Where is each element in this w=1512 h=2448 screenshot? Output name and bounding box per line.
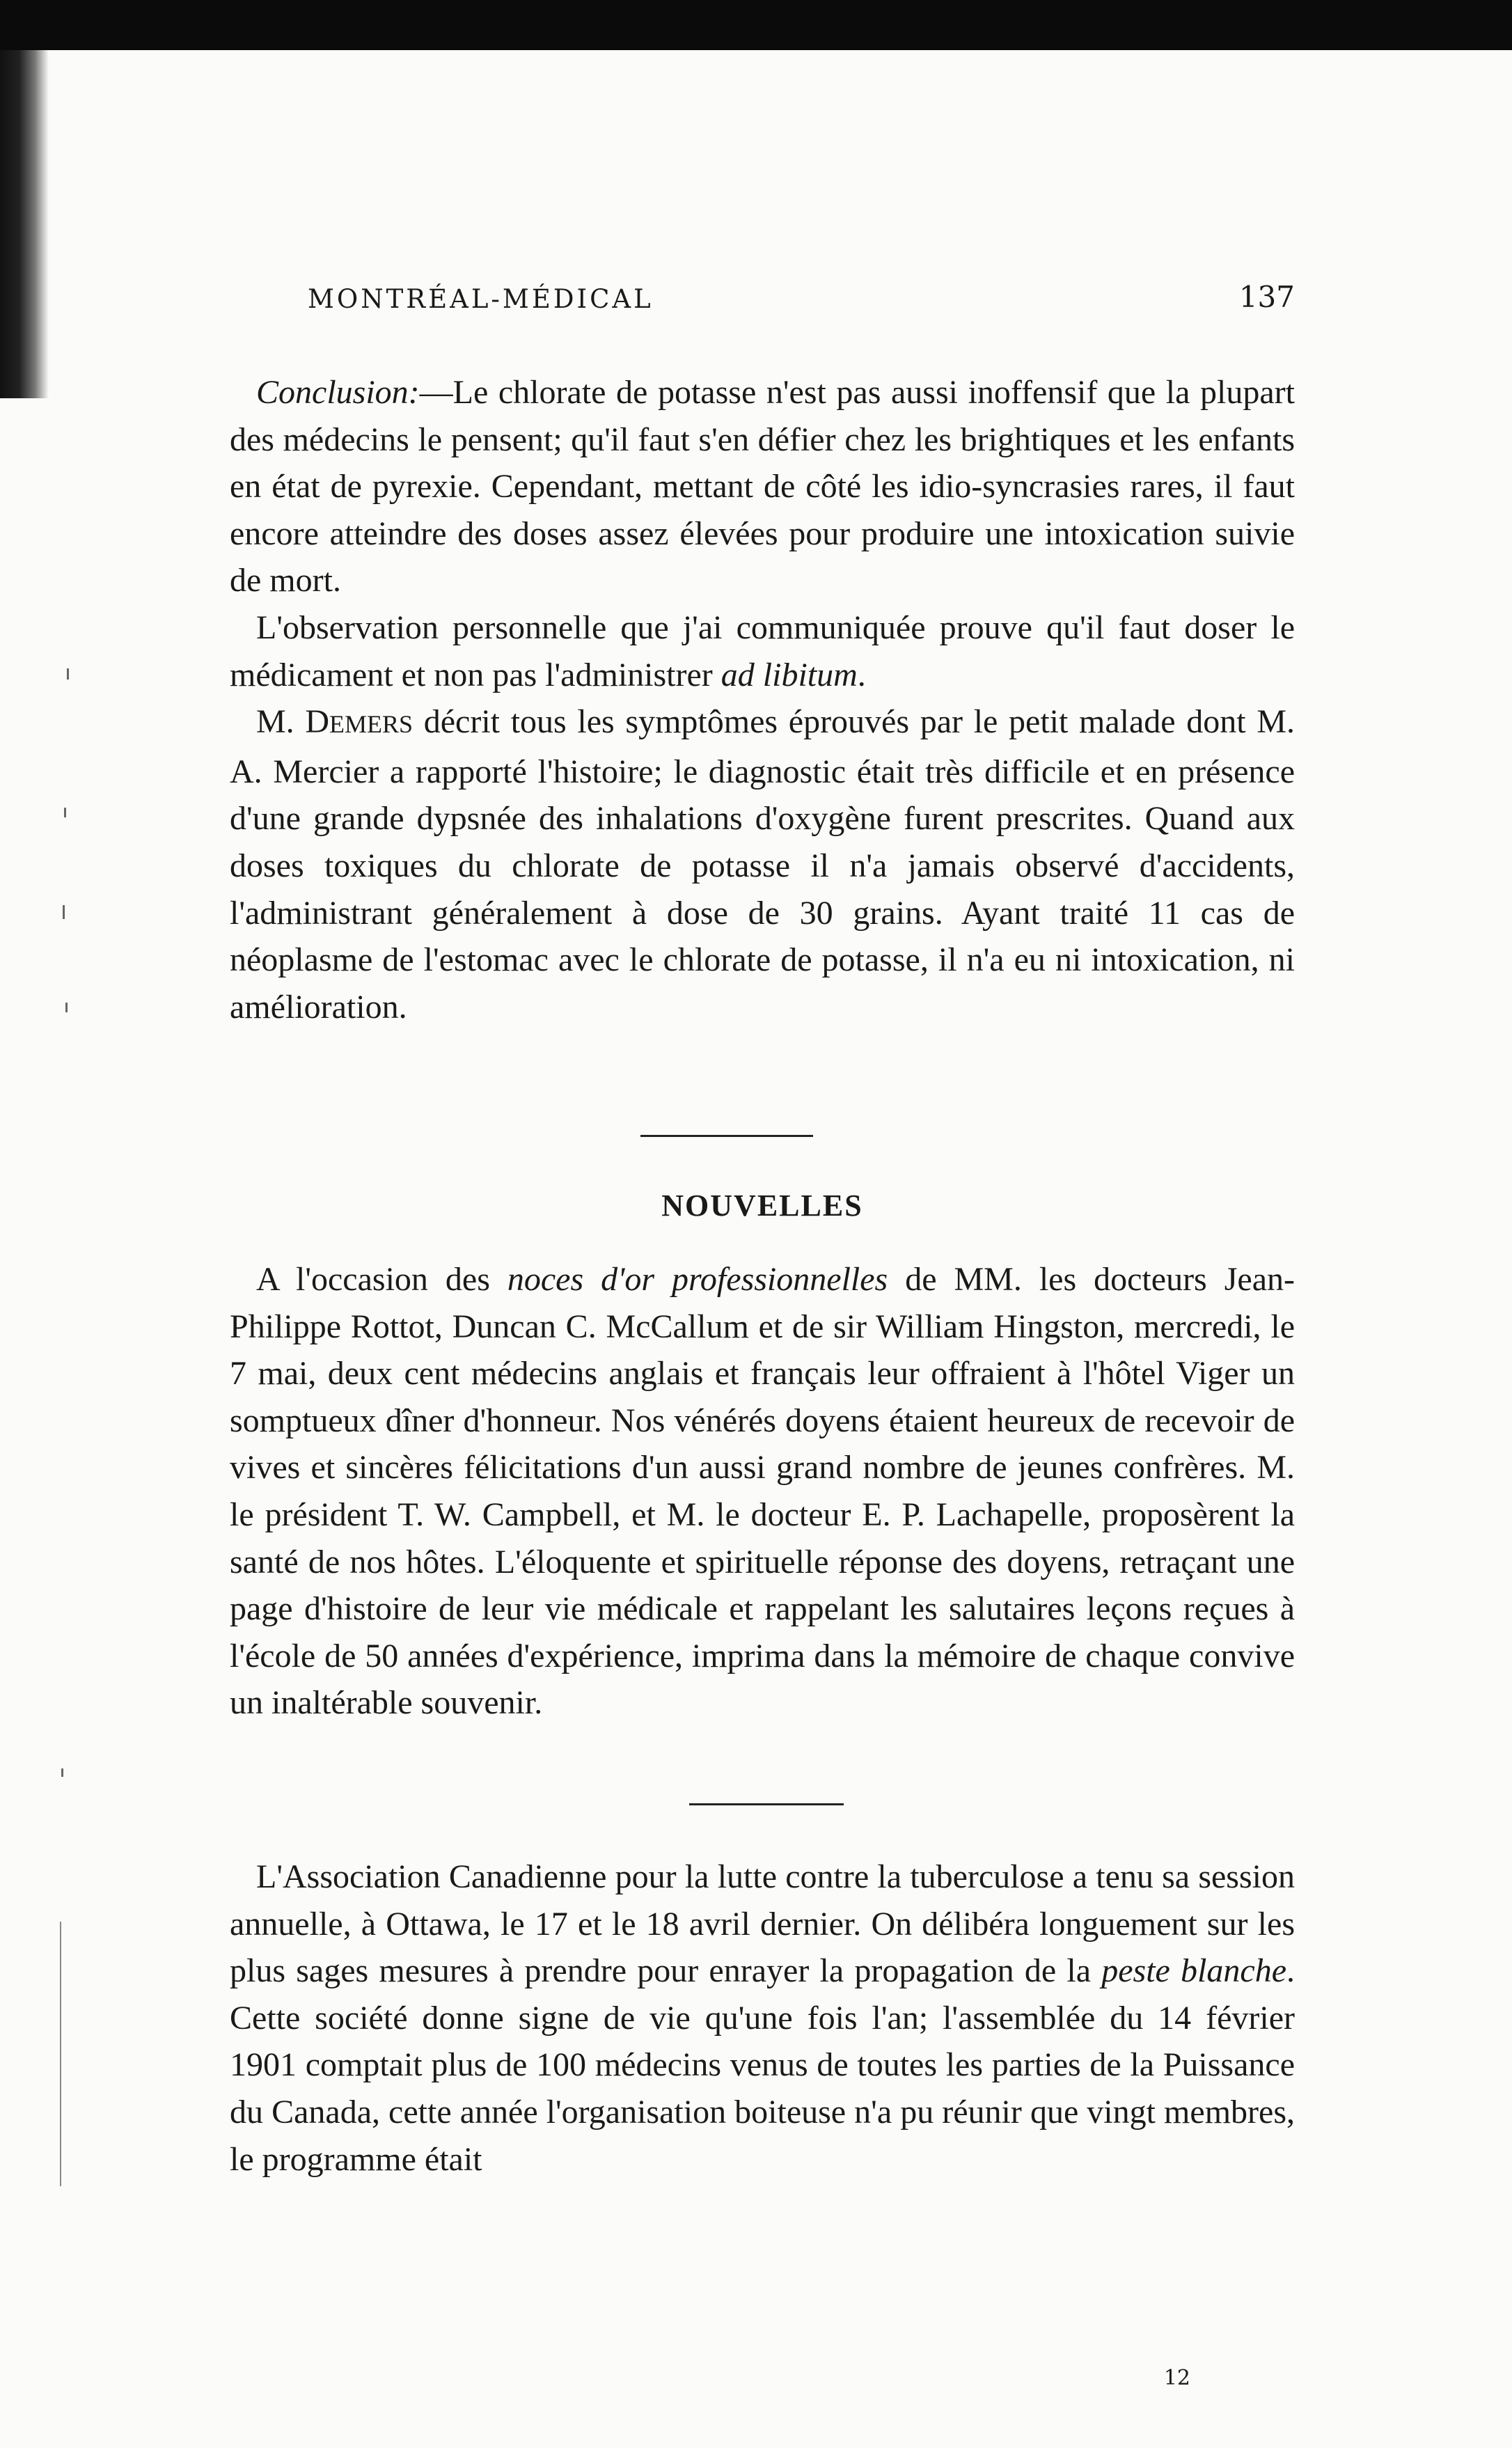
- section-title: NOUVELLES: [661, 1188, 863, 1223]
- discussion-section: [230, 369, 1295, 1030]
- noces-italic: noces d'or professionnelles: [507, 1261, 888, 1298]
- demers-paragraph: [230, 698, 1295, 1030]
- demers-name-smallcaps: EMERS: [329, 710, 414, 739]
- scan-speck: [65, 1003, 68, 1012]
- observation-paragraph: [230, 604, 1295, 698]
- association-text: . Cette société donne signe de vie qu'une fois l'an; l'assemblée du 14 février 1901 comptait plus de 100 médecins venus de toutes les parties de la Puissance du Canada, cette année l'organisation boiteuse n'a pu réunir que vingt membres, le programme était: [230, 1952, 1296, 2178]
- scan-border-left: [0, 50, 49, 398]
- demers-text: décrit tous les symptômes éprouvés par le petit malade dont M. A. Mercier a rapporté l'histoire; le diagnostic était très difficile et en présence d'une grande dypsnée des inhalations d'oxygène furent prescrites. Quand aux doses toxiques du chlorate de potasse il n'a jamais observé d'accidents, l'administrant généralement à dose de 30 grains. Ayant traité 11 cas de néoplasme de l'estomac avec le chlorate de potasse, il n'a eu ni intoxication, ni amélioration.: [230, 703, 1296, 1026]
- observation-text-end: .: [857, 656, 866, 693]
- noces-paragraph: [230, 1256, 1295, 1727]
- section-divider: [640, 1135, 813, 1137]
- association-italic: peste blanche: [1101, 1952, 1287, 1990]
- conclusion-label: Conclusion:: [256, 374, 420, 411]
- page-number: 137: [1238, 280, 1295, 314]
- scan-speck: [67, 668, 69, 680]
- noces-text: de MM. les docteurs Jean-Philippe Rottot, Duncan C. McCallum et de sir William Hingston, mercredi, le 7 mai, deux cent médecins anglais et français leur offraient à l'hôtel Viger un somptueux dîner d'honneur. Nos vénérés doyens étaient heureux de recevoir de vives et sincères félicitations d'un aussi grand nombre de jeunes confrères. M. le président T. W. Campbell, et M. le docteur E. P. Lachapelle, proposèrent la santé de nos hôtes. L'éloquente et spirituelle réponse des doyens, retraçant une page d'histoire de leur vie médicale et rappelant les salutaires leçons reçues à l'école de 50 années d'expérience, imprima dans la mémoire de chaque convive un inaltérable souvenir.: [230, 1261, 1295, 1722]
- news-divider: [689, 1803, 844, 1805]
- document-page: [230, 0, 1295, 2448]
- page-header: [230, 280, 1295, 326]
- nouvelles-section: [230, 1256, 1295, 1727]
- observation-text: L'observation personnelle que j'ai communiquée prouve qu'il faut doser le médicament et non pas l'administrer: [230, 609, 1295, 693]
- scan-speck: [61, 1768, 63, 1777]
- scan-speck: [60, 1922, 61, 2186]
- running-title: MONTRÉAL-MÉDICAL: [308, 284, 654, 314]
- demers-name-initial: M. D: [256, 703, 330, 741]
- scan-speck: [63, 905, 65, 919]
- noces-text-start: A l'occasion des: [256, 1261, 507, 1298]
- scan-speck: [64, 808, 66, 817]
- conclusion-paragraph: [230, 369, 1295, 604]
- conclusion-text: —Le chlorate de potasse n'est pas aussi inoffensif que la plupart des médecins le pensent; qu'il faut s'en défier chez les brightiques et les enfants en état de pyrexie. Cependant, mettant de côté les idio-syncrasies rares, il faut encore atteindre des doses assez élevées pour produire une intoxication suivie de mort.: [230, 374, 1295, 599]
- association-text-start: L'Association Canadienne pour la lutte contre la tuberculose a tenu sa session annuelle, à Ottawa, le 17 et le 18 avril dernier. On délibéra longuement sur les plus sages mesures à prendre pour enrayer la propagation de la: [230, 1858, 1295, 1990]
- signature-mark: 12: [1163, 2366, 1190, 2390]
- association-paragraph: [230, 1853, 1295, 2183]
- association-section: [230, 1853, 1295, 2183]
- observation-italic: ad libitum: [720, 656, 858, 693]
